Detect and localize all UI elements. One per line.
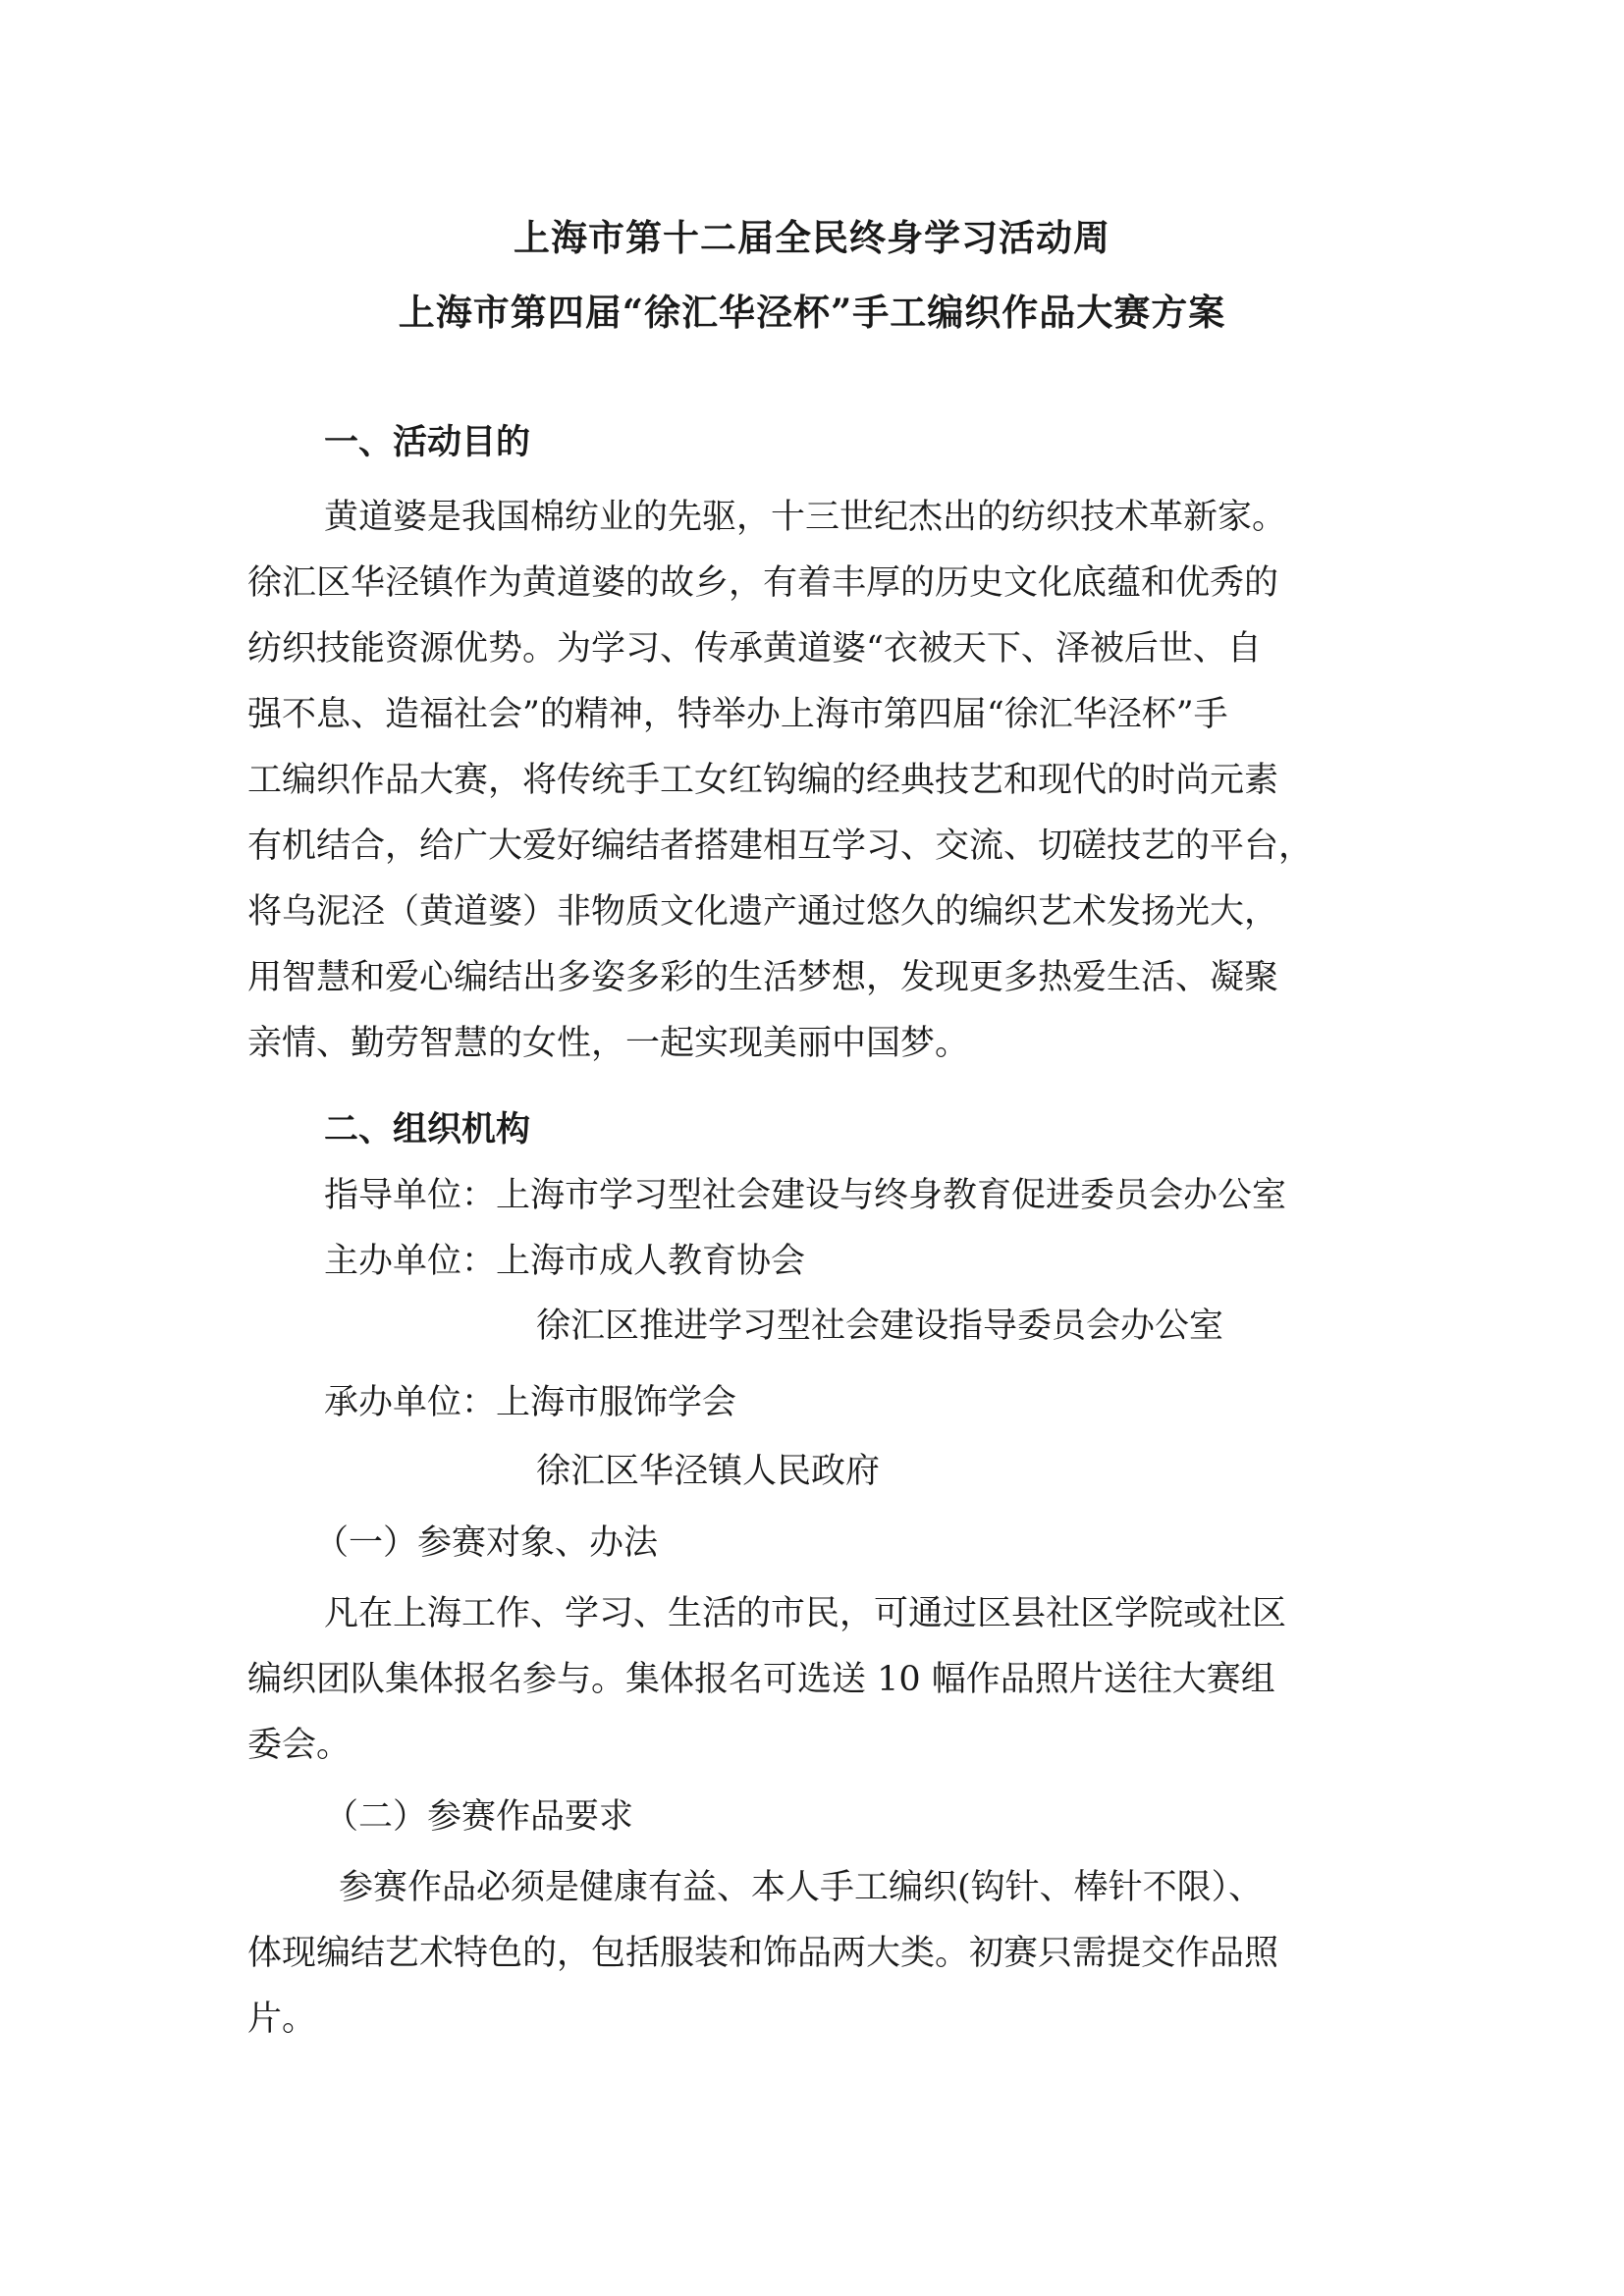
subsection1-line: 凡在上海工作、学习、生活的市民，可通过区县社区学院或社区 [324,1594,1287,1633]
section1-line: 徐汇区华泾镇作为黄道婆的故乡，有着丰厚的历史文化底蕴和优秀的 [247,563,1279,603]
host-unit: 主办单位：上海市成人教育协会 [324,1242,806,1281]
section1-line: 黄道婆是我国棉纺业的先驱，十三世纪杰出的纺织技术革新家。 [324,498,1287,537]
organizer-unit-2: 徐汇区华泾镇人民政府 [536,1452,881,1491]
guiding-unit: 指导单位：上海市学习型社会建设与终身教育促进委员会办公室 [324,1176,1287,1215]
subsection2-heading: （二）参赛作品要求 [324,1797,634,1837]
subsection1-heading: （一）参赛对象、办法 [314,1523,659,1563]
section2-heading: 二、组织机构 [324,1109,531,1149]
section1-line: 纺织技能资源优势。为学习、传承黄道婆“衣被天下、泽被后世、自 [247,629,1262,668]
section1-line: 有机结合，给广大爱好编结者搭建相互学习、交流、切磋技艺的平台， [247,827,1314,866]
section1-line: 用智慧和爱心编结出多姿多彩的生活梦想，发现更多热爱生活、凝聚 [247,958,1279,997]
subsection2-line: 片。 [247,2000,317,2039]
document-title-line2: 上海市第四届“徐汇华泾杯”手工编织作品大赛方案 [398,291,1226,334]
organizer-unit: 承办单位：上海市服饰学会 [324,1383,737,1422]
subsection2-line: 体现编结艺术特色的，包括服装和饰品两大类。初赛只需提交作品照 [247,1934,1279,1973]
section1-line: 将乌泥泾（黄道婆）非物质文化遗产通过悠久的编织艺术发扬光大， [247,892,1279,932]
subsection1-line: 委会。 [247,1726,352,1765]
subsection2-line: 参赛作品必须是健康有益、本人手工编织(钩针、棒针不限）、 [339,1868,1264,1907]
document-title-line1: 上海市第十二届全民终身学习活动周 [514,216,1110,259]
host-unit-2: 徐汇区推进学习型社会建设指导委员会办公室 [536,1307,1224,1346]
section1-line: 强不息、造福社会”的精神，特举办上海市第四届“徐汇华泾杯”手 [247,695,1228,734]
subsection1-line: 编织团队集体报名参与。集体报名可选送 10 幅作品照片送往大赛组 [247,1660,1275,1699]
section1-heading: 一、活动目的 [324,422,531,462]
section1-line: 亲情、勤劳智慧的女性，一起实现美丽中国梦。 [247,1024,970,1063]
section1-line: 工编织作品大赛，将传统手工女红钩编的经典技艺和现代的时尚元素 [247,761,1279,800]
